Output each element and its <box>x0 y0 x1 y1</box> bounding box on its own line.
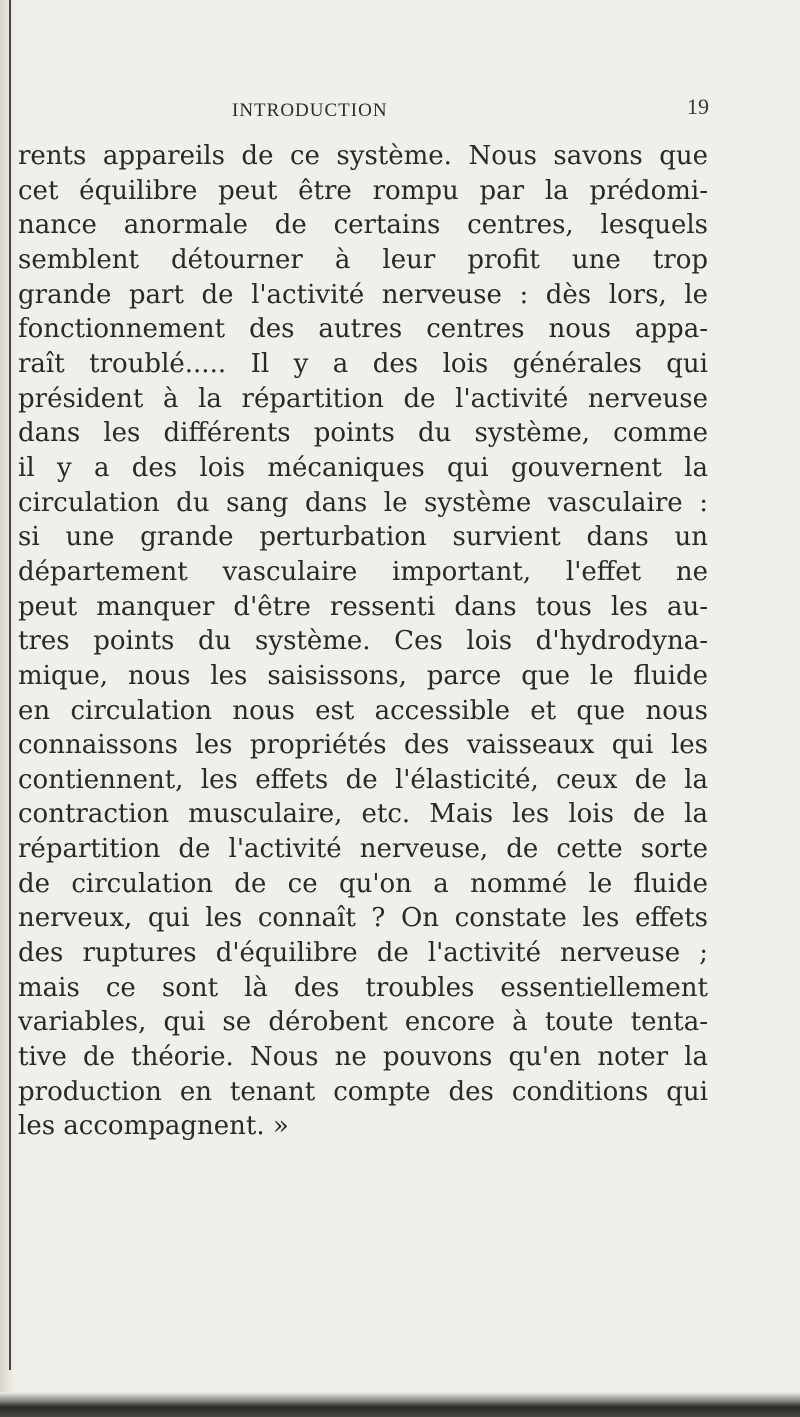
text-line: des ruptures d'équilibre de l'activité nerveuse ; <box>18 938 708 969</box>
page-number: 19 <box>687 94 709 119</box>
text-line: contraction musculaire, etc. Mais les lois de la <box>18 799 708 830</box>
text-line: il y a des lois mécaniques qui gouvernent la <box>18 452 708 483</box>
text-line: variables, qui se dérobent encore à toute tenta- <box>18 1007 708 1038</box>
text-line: si une grande perturbation survient dans un <box>18 522 708 553</box>
text-line: président à la répartition de l'activité nerveuse <box>18 383 708 414</box>
text-line: en circulation nous est accessible et que nous <box>18 695 708 726</box>
text-line: fonctionnement des autres centres nous appa- <box>18 314 708 345</box>
binding-edge <box>9 0 11 1370</box>
text-line: cet équilibre peut être rompu par la prédomi- <box>18 175 708 206</box>
text-line: répartition de l'activité nerveuse, de cette sorte <box>18 834 708 865</box>
text-line: département vasculaire important, l'effet ne <box>18 556 708 587</box>
running-head <box>0 94 800 124</box>
page-bottom-edge <box>0 1392 800 1417</box>
text-line: tive de théorie. Nous ne pouvons qu'en noter la <box>18 1042 708 1073</box>
text-line: contiennent, les effets de l'élasticité, ceux de la <box>18 764 708 795</box>
text-line: tres points du système. Ces lois d'hydrodyna- <box>18 626 708 657</box>
running-head-title: INTRODUCTION <box>232 100 388 121</box>
text-line: circulation du sang dans le système vasculaire : <box>18 487 708 518</box>
text-line: raît troublé..... Il y a des lois générales qui <box>18 348 708 379</box>
text-line: nerveux, qui les connaît ? On constate les effets <box>18 903 708 934</box>
body-text <box>18 139 708 1144</box>
page-gutter-shadow <box>0 0 16 1417</box>
text-line: de circulation de ce qu'on a nommé le fluide <box>18 868 708 899</box>
text-line: production en tenant compte des conditions qui <box>18 1076 708 1107</box>
text-line: grande part de l'activité nerveuse : dès lors, le <box>18 279 708 310</box>
text-line: peut manquer d'être ressenti dans tous les au- <box>18 591 708 622</box>
text-line: rents appareils de ce système. Nous savons que <box>18 141 708 171</box>
text-line: nance anormale de certains centres, lesquels <box>18 210 708 241</box>
text-line: mique, nous les saisissons, parce que le fluide <box>18 660 708 691</box>
text-line: connaissons les propriétés des vaisseaux qui les <box>18 730 708 761</box>
text-line-last: les accompagnent. » <box>18 1111 289 1142</box>
text-line: semblent détourner à leur profit une trop <box>18 244 708 275</box>
text-line: mais ce sont là des troubles essentiellement <box>18 972 708 1003</box>
text-line: dans les différents points du système, comme <box>18 418 708 449</box>
